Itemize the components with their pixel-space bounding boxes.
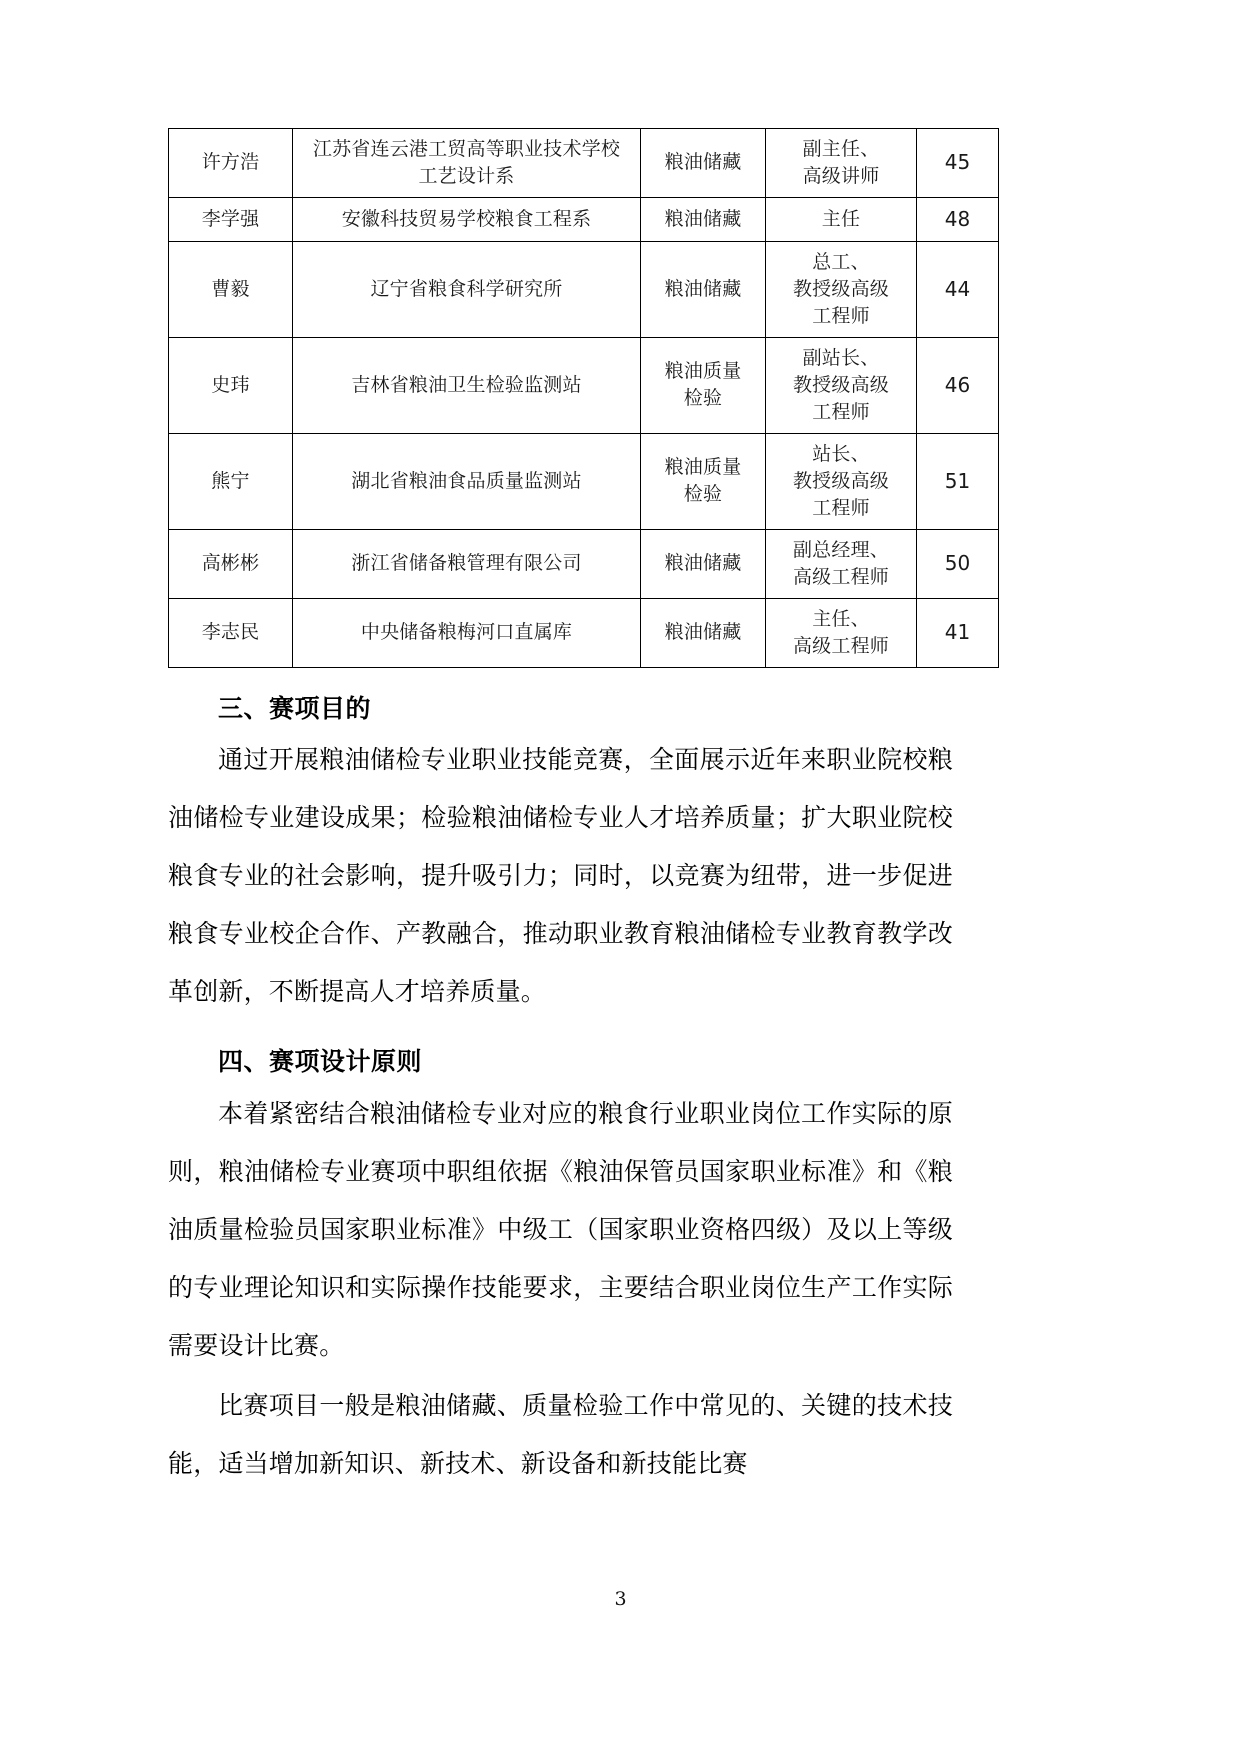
cell-name bbox=[169, 129, 293, 198]
cell-specialty bbox=[641, 337, 766, 433]
cell-organization bbox=[293, 241, 641, 337]
cell-name bbox=[169, 433, 293, 529]
title-line: 高级工程师 bbox=[792, 565, 889, 588]
table-body bbox=[169, 129, 999, 668]
cell-specialty bbox=[641, 529, 766, 598]
cell-organization bbox=[293, 197, 641, 241]
organization-line: 江苏省连云港工贸高等职业技术学校 bbox=[312, 138, 621, 160]
age-text: 51 bbox=[944, 468, 971, 493]
age-text: 41 bbox=[944, 620, 971, 645]
title-line: 副总经理、 bbox=[792, 538, 889, 561]
section-heading-three: 三、赛项目的 bbox=[218, 693, 372, 723]
cell-title bbox=[766, 598, 917, 667]
table-row bbox=[169, 197, 999, 241]
cell-organization bbox=[293, 598, 641, 667]
organization-line: 浙江省储备粮管理有限公司 bbox=[351, 552, 582, 575]
cell-name bbox=[169, 598, 293, 667]
organization-line: 中央储备粮梅河口直属库 bbox=[360, 621, 573, 644]
specialty-line: 粮油储藏 bbox=[664, 151, 742, 174]
name-text: 许方浩 bbox=[201, 151, 260, 174]
cell-age bbox=[917, 598, 999, 667]
title-line: 教授级高级 bbox=[792, 469, 889, 492]
title-line: 高级讲师 bbox=[802, 164, 880, 187]
table-row bbox=[169, 337, 999, 433]
cell-title bbox=[766, 337, 917, 433]
title-line: 工程师 bbox=[812, 304, 870, 327]
page-content bbox=[168, 128, 971, 1493]
title-line: 总工、 bbox=[812, 250, 870, 273]
cell-organization bbox=[293, 529, 641, 598]
name-text: 李志民 bbox=[201, 621, 260, 644]
specialty-line: 粮油储藏 bbox=[664, 552, 742, 575]
cell-specialty bbox=[641, 598, 766, 667]
specialty-line: 检验 bbox=[683, 483, 723, 506]
organization-line: 辽宁省粮食科学研究所 bbox=[370, 277, 563, 300]
organization-line: 湖北省粮油食品质量监测站 bbox=[351, 469, 582, 492]
cell-name bbox=[169, 197, 293, 241]
age-text: 44 bbox=[944, 276, 971, 301]
cell-specialty bbox=[641, 241, 766, 337]
cell-age bbox=[917, 197, 999, 241]
title-line: 教授级高级 bbox=[792, 277, 889, 300]
cell-title bbox=[766, 433, 917, 529]
organization-line: 安徽科技贸易学校粮食工程系 bbox=[341, 207, 592, 230]
name-text: 史玮 bbox=[211, 373, 250, 396]
organization-line: 吉林省粮油卫生检验监测站 bbox=[351, 373, 582, 396]
table-row bbox=[169, 129, 999, 198]
specialty-line: 粮油储藏 bbox=[664, 207, 742, 230]
title-line: 站长、 bbox=[812, 442, 870, 465]
table-row bbox=[169, 529, 999, 598]
name-text: 高彬彬 bbox=[201, 552, 260, 575]
specialty-line: 粮油储藏 bbox=[664, 621, 742, 644]
specialty-line: 粮油储藏 bbox=[664, 277, 742, 300]
cell-specialty bbox=[641, 197, 766, 241]
cell-age bbox=[917, 241, 999, 337]
cell-title bbox=[766, 197, 917, 241]
name-text: 曹毅 bbox=[211, 277, 250, 300]
cell-name bbox=[169, 337, 293, 433]
cell-age bbox=[917, 337, 999, 433]
title-line: 副主任、 bbox=[802, 138, 880, 160]
name-text: 李学强 bbox=[201, 207, 260, 230]
specialty-line: 粮油质量 bbox=[664, 360, 742, 383]
title-line: 副站长、 bbox=[802, 346, 880, 369]
cell-title bbox=[766, 529, 917, 598]
title-line: 工程师 bbox=[812, 400, 870, 423]
cell-organization bbox=[293, 129, 641, 198]
section-heading-four: 四、赛项设计原则 bbox=[218, 1047, 423, 1076]
title-line: 工程师 bbox=[812, 496, 870, 519]
cell-age bbox=[917, 129, 999, 198]
cell-age bbox=[917, 433, 999, 529]
cell-organization bbox=[293, 433, 641, 529]
cell-name bbox=[169, 529, 293, 598]
age-text: 45 bbox=[944, 150, 971, 175]
specialty-line: 粮油质量 bbox=[664, 456, 742, 479]
title-line: 高级工程师 bbox=[792, 634, 889, 657]
cell-specialty bbox=[641, 129, 766, 198]
specialty-line: 检验 bbox=[683, 387, 723, 410]
section-four-paragraph-one: 本着紧密结合粮油储检专业对应的粮食行业职业岗位工作实际的原则，粮油储检专业赛项中职组依据《粮油保管员国家职业标准》和《粮油质量检验员国家职业标准》中级工（国家职业资格四级）及以上等级的专业理论知识和实际操作技能要求，主要结合职业岗位生产工作实际需要设计比赛。 bbox=[168, 1098, 953, 1360]
expert-roster-table bbox=[168, 128, 999, 668]
table-row bbox=[169, 433, 999, 529]
title-line: 主任 bbox=[821, 207, 861, 230]
section-four-paragraph-two: 比赛项目一般是粮油储藏、质量检验工作中常见的、关键的技术技能，适当增加新知识、新技术、新设备和新技能比赛 bbox=[168, 1390, 953, 1478]
title-line: 教授级高级 bbox=[792, 373, 889, 396]
cell-title bbox=[766, 241, 917, 337]
page-number: 3 bbox=[614, 1588, 627, 1610]
age-text: 50 bbox=[944, 551, 971, 576]
cell-name bbox=[169, 241, 293, 337]
cell-age bbox=[917, 529, 999, 598]
title-line: 主任、 bbox=[812, 607, 870, 630]
table-row bbox=[169, 598, 999, 667]
age-text: 48 bbox=[944, 206, 971, 231]
age-text: 46 bbox=[944, 372, 971, 397]
name-text: 熊宁 bbox=[211, 469, 250, 492]
table-row bbox=[169, 241, 999, 337]
organization-line: 工艺设计系 bbox=[418, 164, 515, 187]
section-three-paragraph: 通过开展粮油储检专业职业技能竞赛，全面展示近年来职业院校粮油储检专业建设成果；检验粮油储检专业人才培养质量；扩大职业院校粮食专业的社会影响，提升吸引力；同时，以竞赛为纽带，进一步促进粮食专业校企合作、产教融合，推动职业教育粮油储检专业教育教学改革创新，不断提高人才培养质量。 bbox=[168, 745, 953, 1006]
cell-organization bbox=[293, 337, 641, 433]
cell-specialty bbox=[641, 433, 766, 529]
cell-title bbox=[766, 129, 917, 198]
